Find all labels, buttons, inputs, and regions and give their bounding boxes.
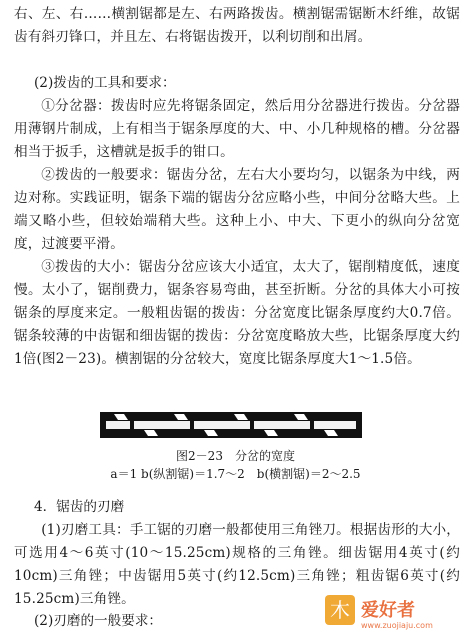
paragraph-splitter: ①分岔器：拨齿时应先将锯条固定，然后用分岔器进行拨齿。分岔器用薄钢片制成，上有相当于锯条厚度的大、中、小几种规格的槽。分岔器相当于扳手，这槽就是扳手的钳口。: [14, 98, 460, 160]
watermark-url-text: www.zuojiaju.com: [361, 621, 433, 630]
watermark-brand-text: 爱好者: [361, 600, 415, 621]
paragraph-sharpening-tools: (1)刃磨工具：手工锯的刃磨一般都使用三角锉刀。根据齿形的大小，可选用4～6英寸(10～15.25cm)规格的三角锉。细齿锯用4英寸(约10cm)三角锉；中齿锯用5英寸(约12.5cm)三角锉；粗齿锯6英寸(约15.25cm)三角锉。: [14, 522, 460, 607]
figure-caption: 图2－23 分岔的宽度: [176, 449, 295, 463]
site-watermark-logo: [323, 591, 463, 631]
paragraph-set-size: ③拨齿的大小：锯齿分岔应该大小适宜，太大了，锯削精度低，速度慢。太小了，锯削费力，锯条容易弯曲，甚至折断。分岔的具体大小可按锯条的厚度来定。一般粗齿锯的拨齿：分岔宽度比锯条厚度约大0.7倍。锯条较薄的中齿锯和细齿锯的拨齿：分岔宽度略放大些，比锯条厚度大约1倍(图2－23)。横割锯的分岔较大，宽度比锯条厚度大1～1.5倍。: [14, 259, 460, 367]
figure-subcaption: a＝1 b(纵割锯)＝1.7～2 b(横割锯)＝2～2.5: [110, 467, 361, 481]
paragraph-saw-set-intro: 右、左、右……横割锯都是左、右两路拨齿。横割锯需锯断木纤维，故锯齿有斜刃锋口，并且左、右将锯齿拨开，以利切削和出屑。: [14, 6, 460, 45]
saw-blade-set-figure: [100, 408, 362, 442]
svg-text:木: 木: [330, 598, 350, 622]
section-heading-tools: (2)拨齿的工具和要求：: [34, 75, 176, 91]
section-heading-sharpening-requirements: (2)刃磨的一般要求：: [34, 613, 163, 629]
section-heading-sharpening: 4．锯齿的刃磨: [34, 499, 125, 515]
paragraph-general-requirements: ②拨齿的一般要求：锯齿分岔，左右大小要均匀，以锯条为中线，两边对称。实践证明，锯条下端的锯齿分岔应略小些，中间分岔略大些。上端又略小些，但较始端稍大些。这种上小、中大、下更小的纵向分岔宽度，过渡要平滑。: [14, 167, 460, 252]
